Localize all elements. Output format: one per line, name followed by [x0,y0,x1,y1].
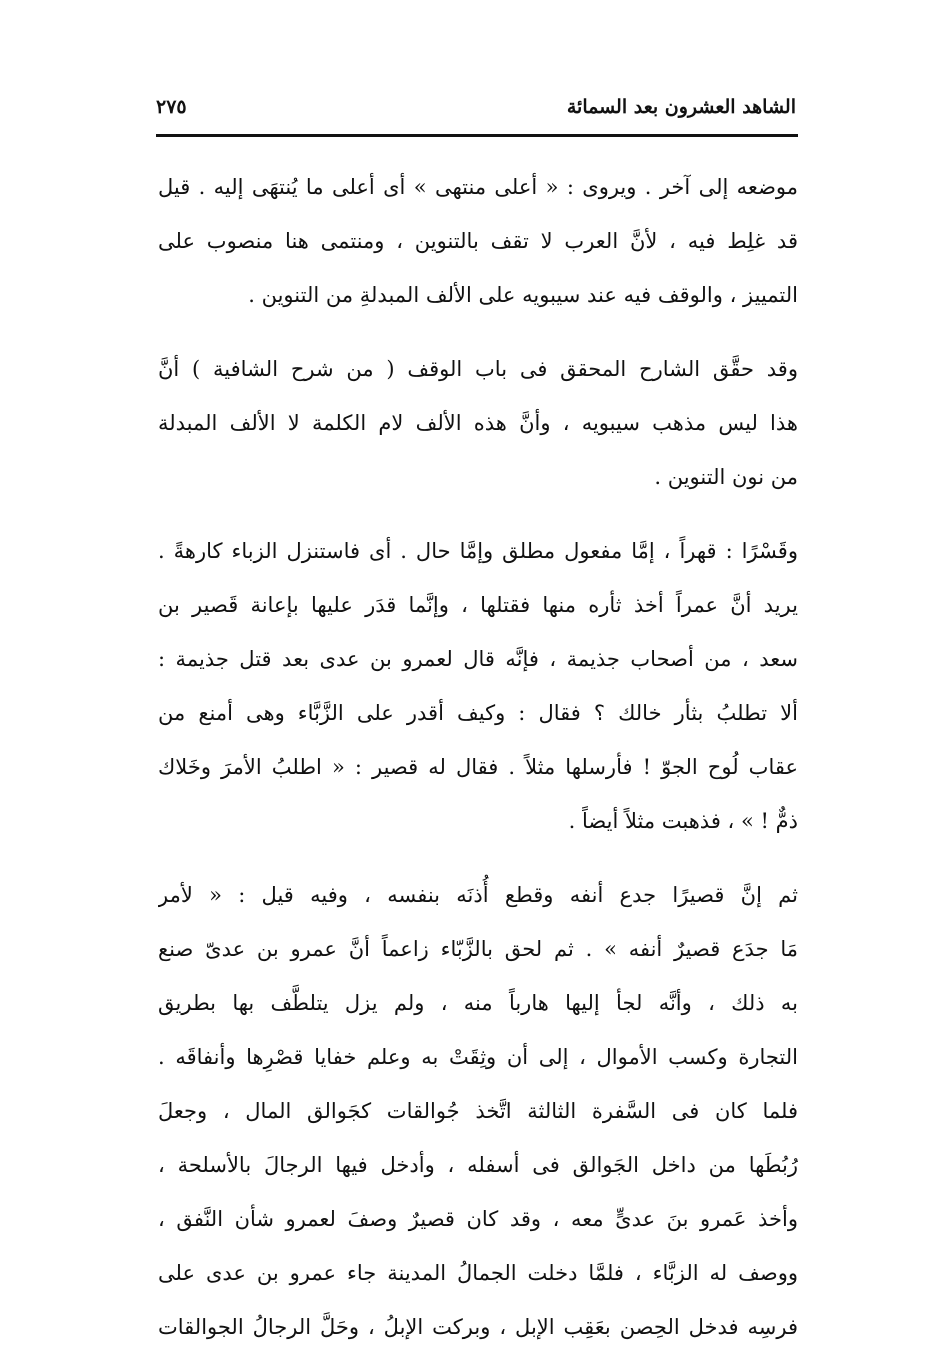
text-line: وأخذ عَمرو بنَ عدىٍّ معه ، وقد كان قصيرٌ وصفَ لعمرو شأن النَّفق ، [158,1207,798,1231]
body-text [158,160,798,1354]
text-line: التمييز ، والوقف فيه عند سيبويه على الألف المبدلةِ من التنوين . [248,283,798,307]
text-line: مَا جدَع قصيرٌ أنفه » . ثم لحق بالزَّبّاء زاعماً أنَّ عمرو بن عدىّ صنع [158,937,798,961]
text-line: وقَسْرًا : قهراً ، إمَّا مفعول مطلق وإمَّا حال . أى فاستنزل الزباء كارهةً . [158,539,798,563]
text-line: ألا تطلبُ بثأر خالك ؟ فقال : وكيف أقدر على الزَّبَّاء وهى أمنع من [158,701,798,725]
text-line: وقد حقَّق الشارح المحقق فى باب الوقف ( من شرح الشافية ) أنَّ [158,357,798,381]
text-line: ذمٌّ ! » ، فذهبت مثلاً أيضاً . [568,809,798,833]
text-line: فلما كان فى السَّفرة الثالثة اتَّخذ جُوالقات كجَوالق المال ، وجعلَ [158,1099,798,1123]
text-line: سعد ، من أصحاب جذيمة ، فإنَّه قال لعمرو بن عدى بعد قتل جذيمة : [158,647,798,671]
text-line: فرسِه فدخل الحِصن بعَقِب الإبل ، وبركت الإبلُ ، وحَلَّ الرجالُ الجوالقات [158,1315,798,1339]
text-line: ووصف له الزبَّاء ، فلمَّا دخلت الجمالُ المدينة جاء عمرو بن عدى على [158,1261,798,1285]
paragraph-3 [158,524,798,848]
paragraph-gap [158,848,798,868]
running-title: الشاهد العشرون بعد السمائة [566,96,796,118]
text-line: موضعه إلى آخر . ويروى : « أعلى منتهى » أى أعلى ما يُنتهَى إليه . قيل [158,175,798,199]
header-rule [156,134,798,137]
paragraph-1 [158,160,798,322]
page-header [156,96,796,130]
text-line: من نون التنوين . [654,465,798,489]
paragraph-gap [158,504,798,524]
text-line: التجارة وكسب الأموال ، إلى أن وثِقَتْ به وعلم خفايا قصْرِها وأنفاقَه . [158,1045,798,1069]
text-line: قد غلِط فيه ، لأنَّ العرب لا تقف بالتنوين ، ومنتمى هنا منصوب على [158,229,798,253]
page-number: ٢٧٥ [156,96,187,118]
paragraph-2 [158,342,798,504]
paragraph-gap [158,322,798,342]
text-line: يريد أنَّ عمراً أخذ ثأره منها فقتلها ، وإنَّما قدَر عليها بإعانة قَصير بن [158,593,798,617]
text-line: عقاب لُوح الجوّ ! فأرسلها مثلاً . فقال له قصير : « اطلبُ الأمرَ وخَلاك [158,755,798,779]
text-line: رُبُطَها من داخل الجَوالق فى أسفله ، وأدخل فيها الرجالَ بالأسلحة ، [158,1153,798,1177]
text-line: هذا ليس مذهب سيبويه ، وأنَّ هذه الألف لام الكلمة لا الألف المبدلة [158,411,798,435]
paragraph-4 [158,868,798,1354]
text-line: به ذلك ، وأنَّه لجأ إليها هارباً منه ، ولم يزل يتلطَّف بها بطريق [158,991,798,1015]
text-line: ثم إنَّ قصيرًا جدع أنفه وقطع أُذنَه بنفسه ، وفيه قيل : « لأمر [158,883,798,907]
